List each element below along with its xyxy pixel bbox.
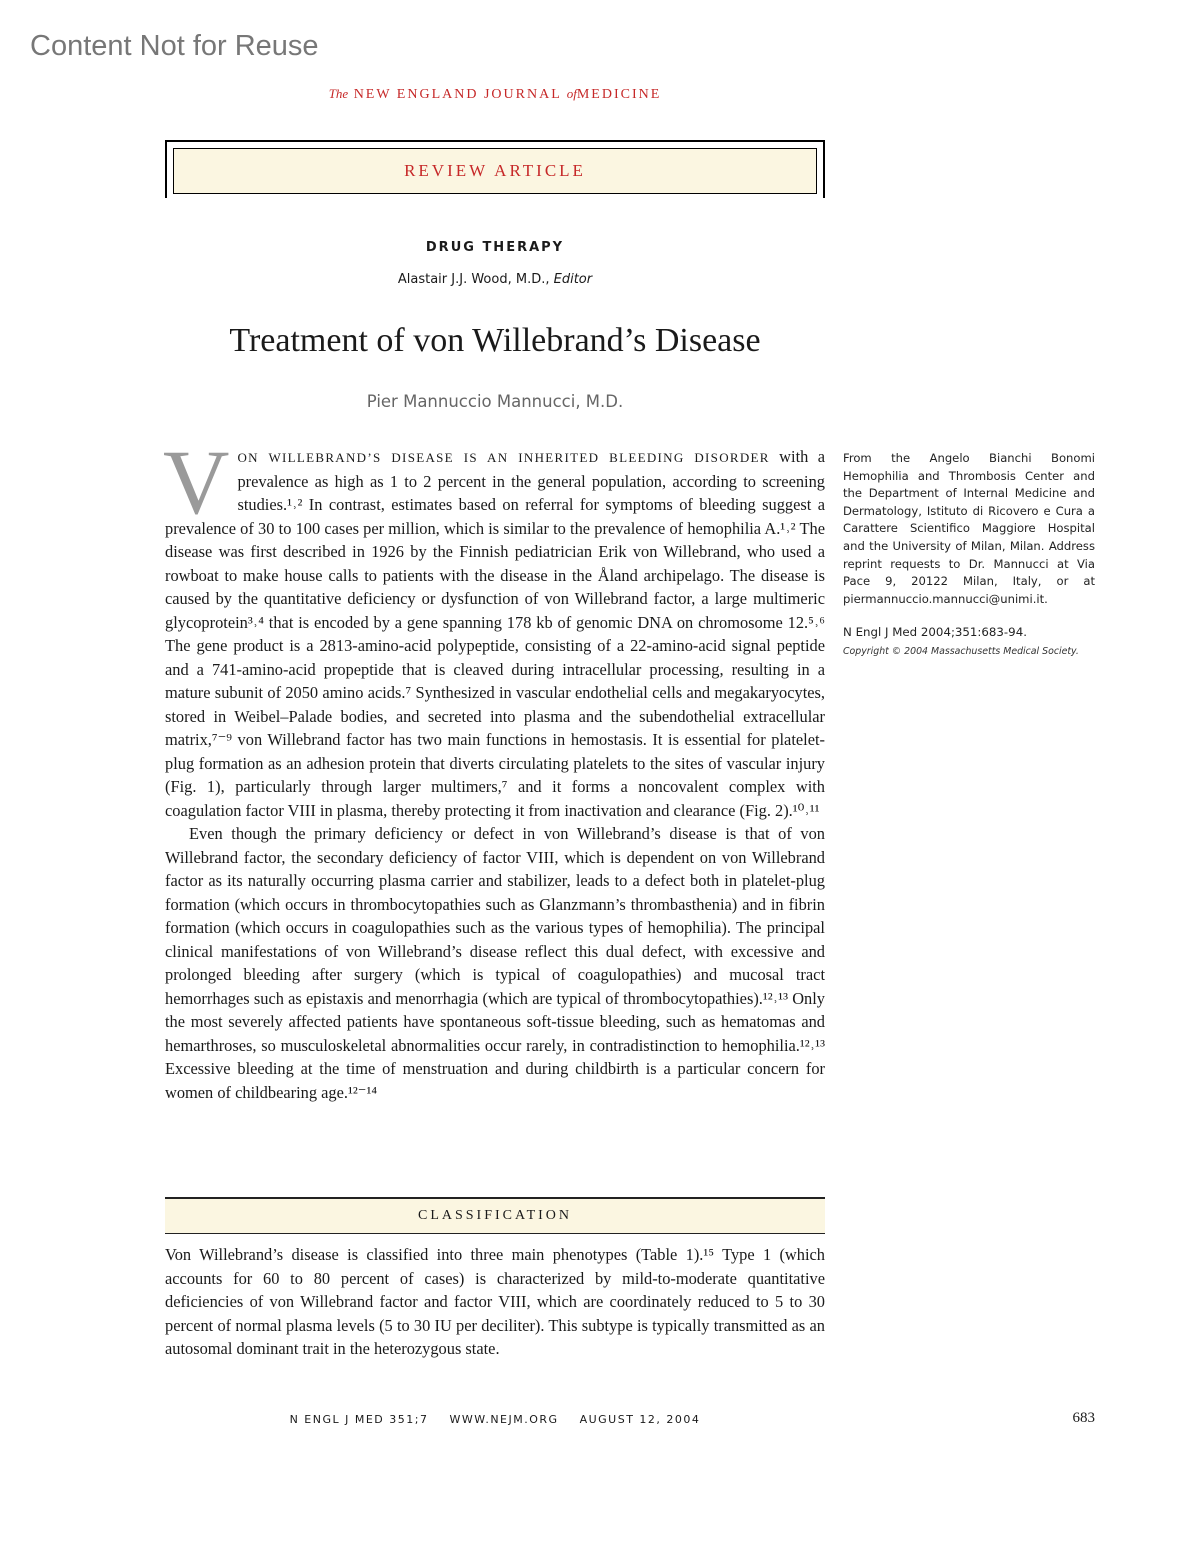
- editor-line: [165, 272, 825, 287]
- body-paragraph-1: [163, 431, 825, 822]
- footer-journal-ref: N ENGL J MED 351;7: [289, 1413, 429, 1426]
- review-article-label: REVIEW ARTICLE: [173, 148, 817, 194]
- watermark: Content Not for Reuse: [30, 30, 319, 62]
- footer-date: AUGUST 12, 2004: [579, 1413, 701, 1426]
- article-body: [163, 431, 825, 1104]
- editor-role: Editor: [553, 272, 593, 287]
- classification-paragraph-1: Von Willebrand’s disease is classified into three main phenotypes (Table 1).¹⁵ Type 1 (which accounts for 60 to 80 percent of cases) is characterized by mild-to-moderate quantitative deficiencies of von Willebrand factor and factor VIII, which are coordinately reduced to 5 to 30 percent of normal plasma levels (5 to 30 IU per deciliter). This subtype is typically transmitted as an autosomal dominant trait in the heterozygous state.: [165, 1245, 825, 1358]
- journal-header: [165, 86, 825, 103]
- lead-in: ON WILLEBRAND’S DISEASE IS AN INHERITED BLEEDING DISORDER: [237, 450, 770, 465]
- journal-of: of: [566, 86, 577, 101]
- page-number: 683: [1072, 1410, 1095, 1426]
- classification-body: [165, 1243, 825, 1361]
- footer-url: WWW.NEJM.ORG: [449, 1413, 559, 1426]
- article-author: Pier Mannuccio Mannucci, M.D.: [366, 392, 624, 411]
- article-title: Treatment of von Willebrand’s Disease: [229, 322, 761, 359]
- journal-prefix: The: [328, 86, 349, 101]
- journal-name-part2: MEDICINE: [576, 87, 662, 102]
- journal-name-part1: NEW ENGLAND JOURNAL: [353, 87, 562, 102]
- citation: N Engl J Med 2004;351:683-94.: [843, 625, 1027, 639]
- body-paragraph-2: Even though the primary deficiency or defect in von Willebrand’s disease is that of von Willebrand factor, the secondary deficiency of factor VIII, which is dependent on von Willebrand factor as its naturally occurring plasma carrier and stabilizer, leads to a defect both in platelet-plug formation (which occurs in thrombocytopathies such as Glanzmann’s thrombasthenia) and in fibrin formation (which occurs in coagulopathies such as the various types of hemophilia). The principal clinical manifestations of von Willebrand’s disease reflect this dual defect, with excessive and prolonged bleeding after surgery (which is typical of coagulopathies) and mucosal tract hemorrhages such as epistaxis and menorrhagia (which are typical of thrombocytopathies).¹²˒¹³ Only the most severely affected patients have spontaneous soft-tissue bleeding, such as hematomas and hemarthroses, so musculoskeletal abnormalities occur rarely, in contradistinction to hemophilia.¹²˒¹³ Excessive bleeding at the time of menstruation and during childbirth is a particular concern for women of childbearing age.¹²⁻¹⁴: [165, 824, 825, 1102]
- author-affiliation: From the Angelo Bianchi Bonomi Hemophilia and Thrombosis Center and the Department of Internal Medicine and Dermatology, Istituto di Ricovero e Cura a Carattere Scientifico Maggiore Hospital and the University of Milan, Milan. Address reprint requests to Dr. Mannucci at Via Pace 9, 20122 Milan, Italy, or at piermannuccio.mannucci@unimi.it.: [843, 451, 1095, 606]
- section-label: DRUG THERAPY: [425, 240, 565, 255]
- page-footer: [165, 1413, 825, 1426]
- copyright: Copyright © 2004 Massachusetts Medical Society.: [843, 646, 1079, 657]
- paragraph-1-text: with a prevalence as high as 1 to 2 percent in the general population, according to screening studies.¹˒² In contrast, estimates based on referral for symptoms of bleeding suggest a prevalence of 30 to 100 cases per million, which is similar to the prevalence of hemophilia A.¹˒² The disease was first described in 1926 by the Finnish pediatrician Erik von Willebrand, who used a rowboat to make house calls to patients with the disease in the Åland archipelago. The disease is caused by the quantitative deficiency or dysfunction of von Willebrand factor, a large multimeric glycoprotein³˒⁴ that is encoded by a gene spanning 178 kb of genomic DNA on chromosome 12.⁵˒⁶ The gene product is a 2813-amino-acid polypeptide, consisting of a 22-amino-acid signal peptide and a 741-amino-acid propeptide that is cleaved during intracellular processing, resulting in a mature subunit of 2050 amino acids.⁷ Synthesized in vascular endothelial cells and megakaryocytes, stored in Weibel–Palade bodies, and secreted into plasma and the subendothelial extracellular matrix,⁷⁻⁹ von Willebrand factor has two main functions in hemostasis. It is essential for platelet-plug formation as an adhesion protein that diverts circulating platelets to the sites of vascular injury (Fig. 1), particularly through larger multimers,⁷ and it forms a noncovalent complex with coagulation factor VIII in plasma, thereby protecting it from inactivation and clearance (Fig. 2).¹⁰˒¹¹: [165, 447, 825, 820]
- review-article-banner: [165, 140, 825, 198]
- editor-name: Alastair J.J. Wood, M.D.,: [397, 272, 550, 287]
- drop-cap: V: [163, 431, 230, 533]
- classification-heading: CLASSIFICATION: [165, 1197, 825, 1234]
